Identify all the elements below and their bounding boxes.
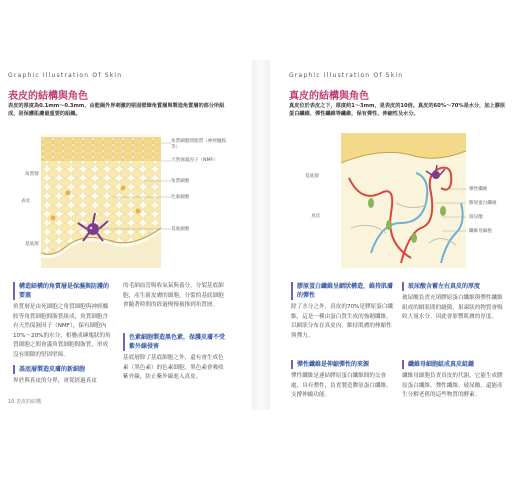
left-intro: 表皮的厚度為0.1mm～0.3mm，由能隔外界刺激的堅固壁障角質層與製造角質層的部分所組成，是保護肌膚最重要的組織。 bbox=[8, 103, 225, 117]
left-section-2 bbox=[13, 365, 113, 387]
section-body: 的毛細血管吸收氧氣與養分，分裂基底細胞，產生新皮膚的細胞。分裂的基底細胞會隨著時間的經過慢慢被推到角質層。 bbox=[123, 283, 224, 309]
right-page bbox=[289, 60, 512, 410]
right-section-4 bbox=[402, 360, 508, 401]
left-title: 表皮的結構與角色 bbox=[8, 91, 88, 102]
section-title: 彈性纖維是伸縮彈性的來源 bbox=[291, 360, 395, 369]
label-basal-layer-dermis: 基底層 bbox=[305, 174, 319, 179]
left-section-4 bbox=[123, 333, 227, 383]
dermis-diagram bbox=[305, 133, 501, 268]
section-body: 界於與真皮的分界，會從經過真皮 bbox=[13, 378, 97, 384]
label-intercellular-lipid: 角質細胞間脂質（神經醯胺等） bbox=[171, 139, 227, 150]
section-title: 色素細胞製造黑色素，保護皮膚不受紫外線侵害 bbox=[123, 333, 227, 351]
section-body: 除了水分之外，真皮的70%是膠原蛋白纖維，這是一種由蛋白質生成的強韌纖維，以網狀分布在真皮內，維持肌膚的伸縮性與彈力。 bbox=[291, 304, 393, 339]
right-intro: 真皮位於表皮之下，厚度約1～3mm，是表皮的10倍。真皮的60%～70%是水分，加上膠原蛋白纖維、彈性纖維等纖維，保有彈性、伸縮性及水分。 bbox=[289, 103, 506, 117]
label-collagen-fiber: 膠原蛋白纖維 bbox=[469, 201, 497, 206]
section-title: 構造結構的角質層是保濕與防護的要塞 bbox=[13, 282, 113, 300]
section-body: 玻尿酸負責充填膠原蛋白纖維與彈性纖維組成的網狀間的縫隙，果凍狀的物質會吸收大量水分，因此會影響肌膚的厚度。 bbox=[402, 295, 503, 321]
label-corneocyte: 角質細胞 bbox=[171, 179, 190, 184]
epidermis-diagram bbox=[21, 133, 227, 268]
label-hyaluronic-acid: 玻尿酸 bbox=[469, 215, 483, 220]
right-header: Graphic Illustration Of Skin bbox=[289, 72, 404, 79]
right-section-1 bbox=[291, 282, 395, 341]
label-melanocyte: 色素細胞 bbox=[171, 195, 190, 200]
label-nmf: 天然保濕因子（NMF） bbox=[171, 158, 218, 163]
label-epidermis: 表皮 bbox=[21, 199, 31, 204]
label-dermis: 真皮 bbox=[311, 214, 321, 219]
section-title: 玻尿酸含蓄左右真皮的厚度 bbox=[402, 282, 508, 291]
left-page-number: 10 表皮的結構 bbox=[8, 399, 41, 405]
label-stratum-corneum: 角質層 bbox=[25, 172, 39, 177]
epidermis-illustration bbox=[23, 133, 183, 268]
section-body: 纖維母細胞負責真皮的代謝，它能生成膠原蛋白纖維、彈性纖維、玻尿酸，還能產生分解老舊的這些物質的酵素。 bbox=[402, 373, 503, 399]
right-title: 真皮的結構與角色 bbox=[289, 91, 369, 102]
left-page bbox=[8, 60, 231, 410]
section-title: 纖維母細胞組成真皮組織 bbox=[402, 360, 508, 369]
left-header: Graphic Illustration Of Skin bbox=[8, 72, 123, 79]
label-fibroblast: 纖維母細胞 bbox=[469, 229, 492, 234]
section-title: 膠原蛋白纖維呈網狀構造，維持肌膚的彈性 bbox=[291, 282, 395, 300]
section-title: 基底層製造皮膚的新細胞 bbox=[13, 365, 113, 374]
label-basal-cell: 基底細胞 bbox=[171, 227, 190, 232]
label-basal-layer: 基底層 bbox=[25, 242, 39, 247]
section-body: 基底層除了基底細胞之外，還有會生成色素（黑色素）的色素細胞。黑色素會吸收紫外線，防止紫外線進入真皮。 bbox=[123, 355, 224, 381]
right-section-3 bbox=[402, 282, 508, 323]
section-body: 彈性纖維是連結膠原蛋白纖維間的交會處，具有彈性，負責製造膠原蛋白纖維，支撐伸縮功能。 bbox=[291, 373, 392, 399]
label-elastic-fiber: 彈性纖維 bbox=[469, 187, 488, 192]
left-section-3 bbox=[123, 282, 227, 311]
book-gutter bbox=[252, 60, 270, 410]
right-section-2 bbox=[291, 360, 395, 401]
left-section-1 bbox=[13, 282, 113, 361]
section-body: 角質層是由死細胞之角質細胞與神經醯胺等角質細胞間脂質組成，角質細胞含有天然保濕因子（NMF），保有細胞內10%～20%的水分，相疊成磚塊狀的角質細胞之間會滿角質細胞間脂質，形成沒有間隙的堅固壁障。 bbox=[13, 304, 111, 358]
